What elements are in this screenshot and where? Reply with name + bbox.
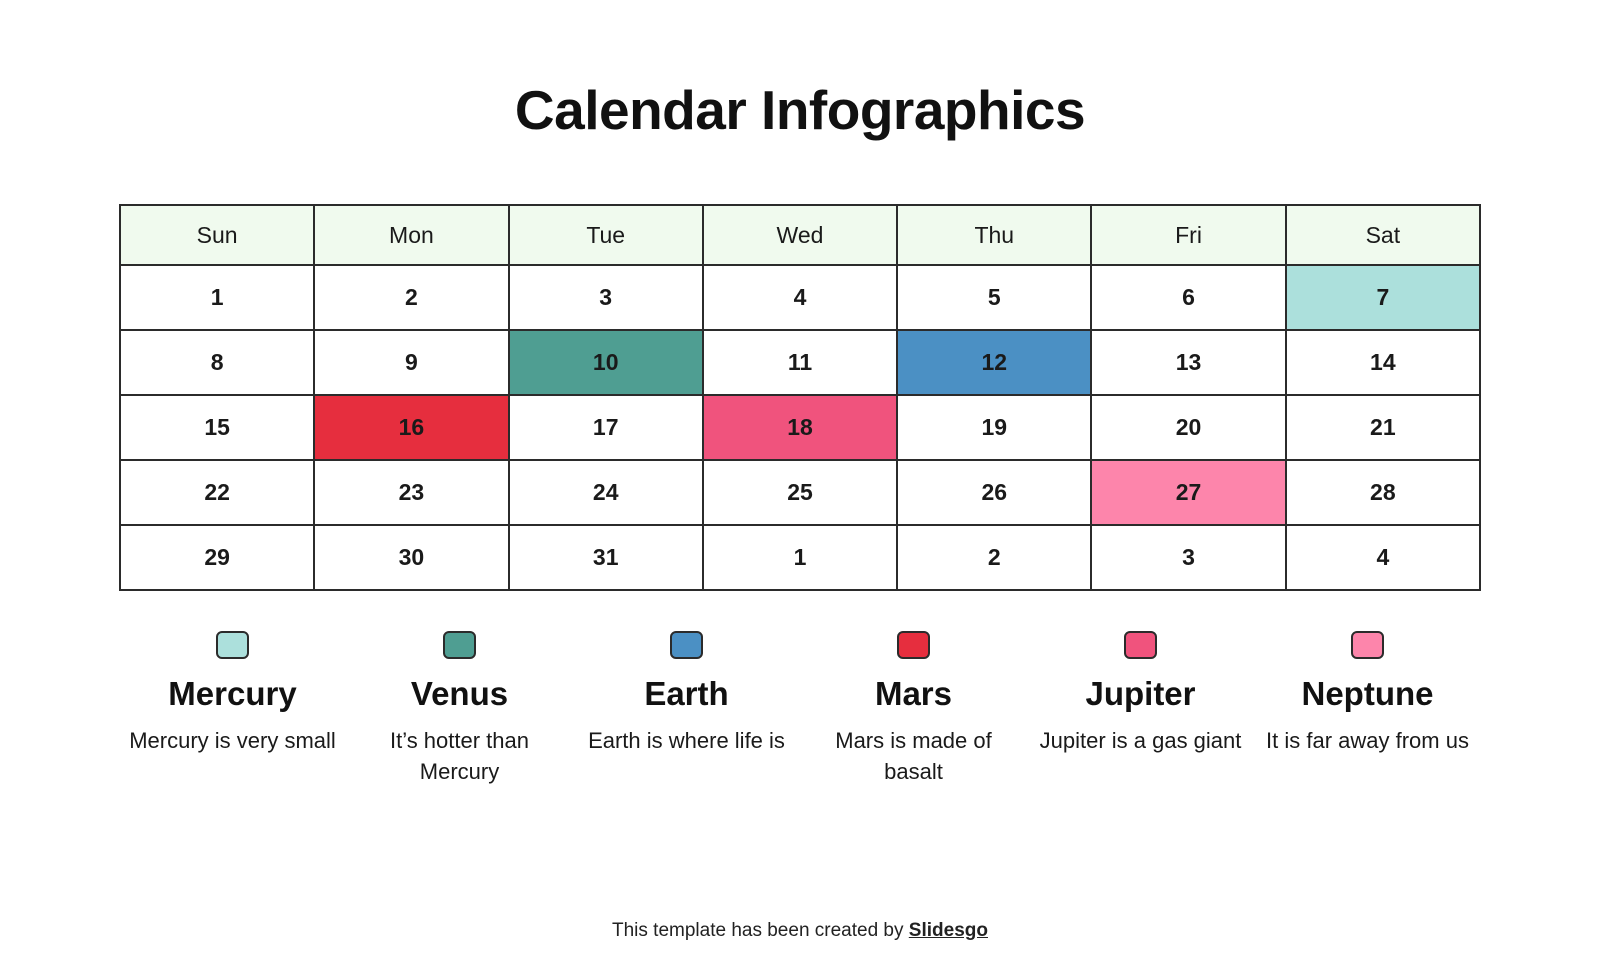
calendar-day-cell[interactable]: 19 [897,395,1091,460]
legend-color-swatch-icon [897,631,930,659]
calendar-day-cell[interactable]: 5 [897,265,1091,330]
legend-title: Jupiter [1085,675,1196,712]
legend-color-swatch-icon [1124,631,1157,659]
calendar-day-cell[interactable]: 10 [509,330,703,395]
calendar-day-cell[interactable]: 12 [897,330,1091,395]
legend-title: Mars [874,675,953,712]
legend-title: Mercury [168,675,297,712]
calendar-day-cell[interactable]: 15 [120,395,314,460]
calendar-day-cell[interactable]: 13 [1091,330,1285,395]
legend-item [1254,631,1481,788]
legend [119,631,1481,788]
calendar-weekday-header: Tue [509,205,703,265]
calendar-day-cell[interactable]: 17 [509,395,703,460]
calendar-day-cell[interactable]: 26 [897,460,1091,525]
calendar-day-cell[interactable]: 18 [703,395,897,460]
legend-item [800,631,1027,788]
page-title: Calendar Infographics [514,79,1086,141]
calendar-week-row [120,395,1480,460]
calendar-day-cell[interactable]: 16 [314,395,508,460]
calendar-day-cell[interactable]: 29 [120,525,314,590]
calendar-week-row [120,525,1480,590]
legend-title: Earth [644,675,729,712]
calendar-day-cell[interactable]: 2 [314,265,508,330]
calendar-week-row [120,265,1480,330]
calendar-day-cell[interactable]: 28 [1286,460,1480,525]
calendar-day-cell[interactable]: 25 [703,460,897,525]
legend-description: Earth is where life is [588,728,785,753]
calendar-day-cell[interactable]: 2 [897,525,1091,590]
calendar-day-cell[interactable]: 27 [1091,460,1285,525]
calendar-day-cell[interactable]: 21 [1286,395,1480,460]
calendar-weekday-header: Wed [703,205,897,265]
calendar-day-cell[interactable]: 1 [120,265,314,330]
calendar-day-cell[interactable]: 20 [1091,395,1285,460]
legend-title: Venus [410,675,509,712]
calendar-day-cell[interactable]: 14 [1286,330,1480,395]
calendar-body [120,265,1480,590]
legend-color-swatch-icon [1351,631,1384,659]
legend-description: Mars is made of basalt [835,728,992,784]
legend-item [346,631,573,788]
calendar-day-cell[interactable]: 22 [120,460,314,525]
calendar-weekday-header: Mon [314,205,508,265]
calendar-header-row [120,205,1480,265]
calendar-container [119,204,1481,591]
calendar-day-cell[interactable]: 24 [509,460,703,525]
calendar-day-cell[interactable]: 30 [314,525,508,590]
calendar-day-cell[interactable]: 7 [1286,265,1480,330]
legend-description: Jupiter is a gas giant [1039,728,1242,753]
calendar-weekday-header: Fri [1091,205,1285,265]
footer-text: This template has been created by [612,920,909,941]
calendar-week-row [120,330,1480,395]
legend-description: It is far away from us [1266,728,1469,753]
legend-title: Neptune [1301,675,1434,712]
calendar-day-cell[interactable]: 3 [509,265,703,330]
calendar-day-cell[interactable]: 1 [703,525,897,590]
footer [0,920,1600,942]
calendar-weekday-header: Sat [1286,205,1480,265]
slidesgo-link[interactable]: Slidesgo [908,920,988,941]
calendar-weekday-header: Sun [120,205,314,265]
calendar-day-cell[interactable]: 4 [1286,525,1480,590]
calendar-day-cell[interactable]: 4 [703,265,897,330]
legend-item [573,631,800,788]
legend-item [1027,631,1254,788]
legend-item [119,631,346,788]
legend-description: Mercury is very small [129,728,336,753]
legend-color-swatch-icon [670,631,703,659]
calendar-day-cell[interactable]: 11 [703,330,897,395]
calendar-day-cell[interactable]: 3 [1091,525,1285,590]
legend-color-swatch-icon [216,631,249,659]
legend-description: It’s hotter than Mercury [389,728,529,784]
calendar-day-cell[interactable]: 9 [314,330,508,395]
calendar-weekday-header: Thu [897,205,1091,265]
calendar-table [119,204,1481,591]
calendar-day-cell[interactable]: 31 [509,525,703,590]
calendar-day-cell[interactable]: 6 [1091,265,1285,330]
calendar-week-row [120,460,1480,525]
calendar-day-cell[interactable]: 8 [120,330,314,395]
calendar-day-cell[interactable]: 23 [314,460,508,525]
legend-color-swatch-icon [443,631,476,659]
slide [0,78,1600,978]
